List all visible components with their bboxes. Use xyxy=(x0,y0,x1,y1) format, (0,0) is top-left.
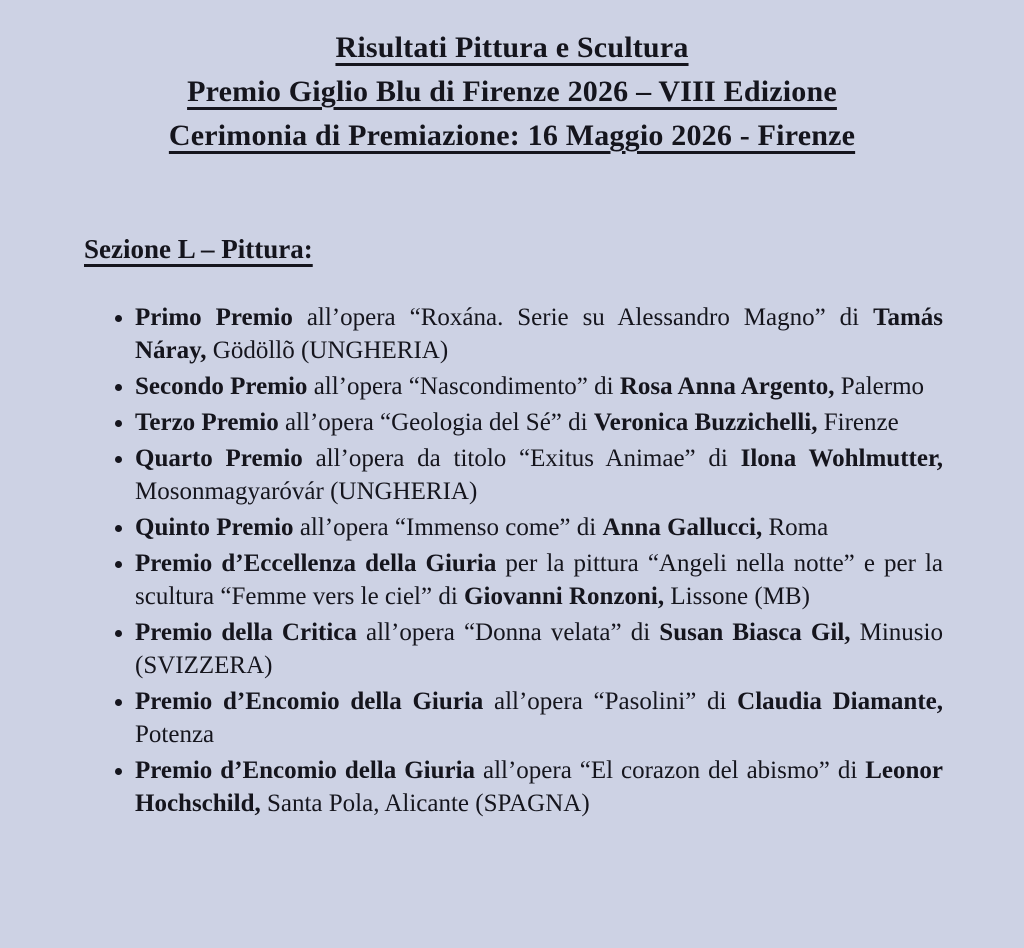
bold-text: Susan Biasca Gil, xyxy=(659,619,851,646)
regular-text: all’opera “Roxána. Serie su Alessandro Magno” di xyxy=(292,304,874,331)
regular-text: per la pittura “Angeli nella notte” e per la scultura “Femme vers le ciel” di xyxy=(135,550,943,610)
bold-text: Quinto Premio xyxy=(135,514,294,541)
bold-text: Terzo Premio xyxy=(135,409,279,436)
regular-text: Minusio (SVIZZERA) xyxy=(135,619,943,679)
regular-text: Firenze xyxy=(817,409,899,436)
regular-text: Mosonmagyaróvár (UNGHERIA) xyxy=(135,478,478,505)
bold-text: Secondo Premio xyxy=(135,373,308,400)
award-list xyxy=(95,301,943,820)
section-heading xyxy=(84,234,1024,265)
list-item xyxy=(135,442,943,508)
bold-text: Rosa Anna Argento, xyxy=(619,373,835,400)
regular-text: all’opera “Geologia del Sé” di xyxy=(278,409,594,436)
regular-text: Lissone (MB) xyxy=(664,583,810,610)
bold-text: Leonor Hochschild, xyxy=(135,757,943,817)
bold-text: Ilona Wohlmutter, xyxy=(740,445,944,472)
bold-text: Giovanni Ronzoni, xyxy=(464,583,665,610)
document-title-line-3 xyxy=(0,114,1024,158)
document-title-line-2 xyxy=(0,70,1024,114)
title-text: Cerimonia di Premiazione: 16 Maggio 2026 - Firenze xyxy=(168,119,856,152)
title-text: Premio Giglio Blu di Firenze 2026 – VIII Edizione xyxy=(187,75,837,108)
list-item xyxy=(135,370,943,403)
document-title-line-1 xyxy=(0,26,1024,70)
regular-text: Potenza xyxy=(135,721,215,748)
bold-text: Premio d’Encomio della Giuria xyxy=(135,757,476,784)
bold-text: Veronica Buzzichelli, xyxy=(593,409,818,436)
bold-text: Premio d’Eccellenza della Giuria xyxy=(135,550,497,577)
list-item xyxy=(135,754,943,820)
regular-text: Santa Pola, Alicante (SPAGNA) xyxy=(260,790,590,817)
list-item xyxy=(135,685,943,751)
regular-text: Palermo xyxy=(834,373,925,400)
bold-text: Premio d’Encomio della Giuria xyxy=(135,688,484,715)
regular-text: all’opera “Nascondimento” di xyxy=(307,373,620,400)
regular-text: all’opera “Pasolini” di xyxy=(483,688,738,715)
regular-text: all’opera “Donna velata” di xyxy=(356,619,660,646)
section-heading-text: Sezione L – Pittura: xyxy=(84,234,313,264)
regular-text: all’opera da titolo “Exitus Animae” di xyxy=(302,445,741,472)
regular-text: Gödöllõ (UNGHERIA) xyxy=(206,337,449,364)
list-item xyxy=(135,301,943,367)
regular-text: all’opera “Immenso come” di xyxy=(293,514,603,541)
list-item xyxy=(135,547,943,613)
bold-text: Claudia Diamante, xyxy=(737,688,943,715)
bold-text: Anna Gallucci, xyxy=(602,514,763,541)
list-item xyxy=(135,511,943,544)
bold-text: Tamás Náray, xyxy=(135,304,943,364)
regular-text: all’opera “El corazon del abismo” di xyxy=(475,757,866,784)
list-item xyxy=(135,406,943,439)
bold-text: Quarto Premio xyxy=(135,445,303,472)
title-text: Risultati Pittura e Scultura xyxy=(335,31,689,64)
bold-text: Primo Premio xyxy=(135,304,293,331)
list-item xyxy=(135,616,943,682)
bold-text: Premio della Critica xyxy=(135,619,357,646)
regular-text: Roma xyxy=(762,514,829,541)
